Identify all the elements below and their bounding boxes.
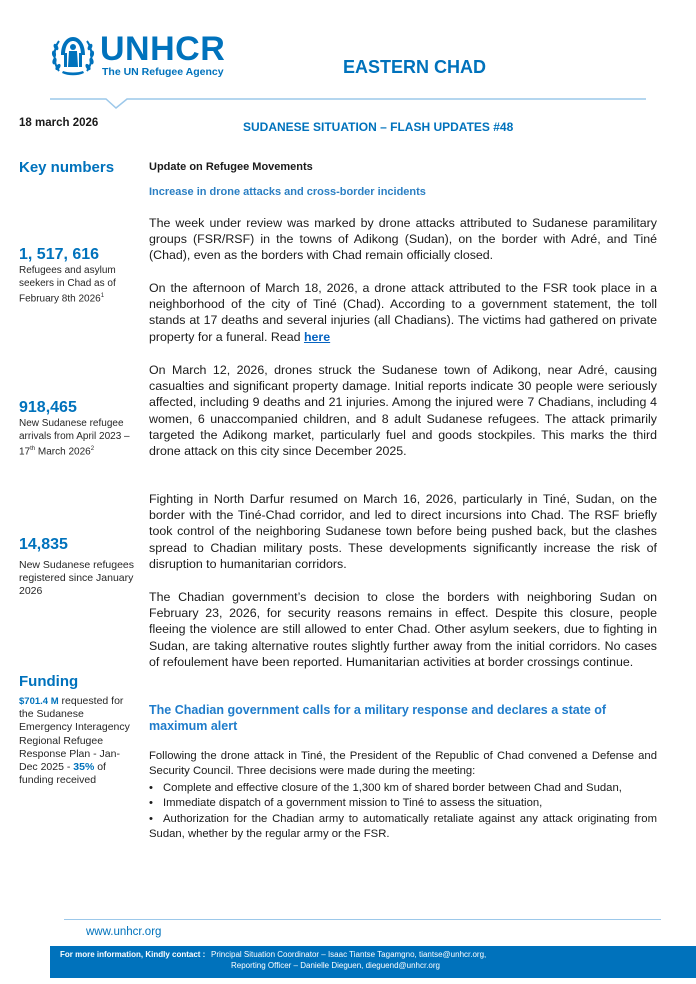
key-number-total-refugees [19,246,139,306]
section-heading: Update on Refugee Movements [149,161,313,173]
paragraph-adikong-attack: On March 12, 2026, drones struck the Sudanese town of Adikong, near Adré, causing casualties and significant property damage. Initial reports indicate 30 people were seriously affected, including 9 deaths and 21 injuries. Among the injured were 7 Chadians, including 4 women, 6 unaccompanied children, and 8 adult Sudanese refugees. The attack primarily targeted the Adikong market, particularly fuel and goods stockpiles. This marks the third drone attack on this city since December 2025. [149,363,657,459]
region-title: EASTERN CHAD [343,57,487,77]
key-number-desc: New Sudanese refugee arrivals from April 2023 –17th March 2026$^2$ [19,418,130,458]
paragraph-north-darfur: Fighting in North Darfur resumed on March 16, 2026, particularly in Tiné, Sudan, on the border with the Tiné-Chad corridor, and led to direct incursions into Chad. The RSF briefly took control of the neighboring Sudanese town before being pushed back, but the clashes spread to Chadian military posts. These developments significantly increase the risk of disruption to humanitarian corridors. [149,492,657,571]
contact-coordinator: Principal Situation Coordinator – Isaac Tiantse Tagamgno, tiantse@unhcr.org, [211,950,487,959]
key-number-registered [19,536,139,598]
flash-update-title: SUDANESE SITUATION – FLASH UPDATES #48 [243,120,514,134]
funding-percent: 35% [73,761,95,774]
key-number-value: 918,465 [19,399,77,416]
subheading-military-response: The Chadian government calls for a military response and declares a state of maximum alert [149,703,607,733]
contact-label: For more information, Kindly contact : [60,950,206,959]
paragraph-week-summary: The week under review was marked by drone attacks attributed to Sudanese paramilitary groups (FSR/RSF) in the towns of Adikong (Sudan), on the border with Adré, and Tiné (Chad), even as the borders with Chad remain officially closed. [149,216,657,263]
header-divider [50,96,646,110]
website-link[interactable]: www.unhcr.org [86,926,162,938]
contact-reporting-officer: Reporting Officer – Danielle Dieguen, dieguend@unhcr.org [231,961,440,970]
key-number-value: 14,835 [19,536,68,553]
funding-amount: $701.4 M [19,696,59,707]
paragraph-tine-attack: On the afternoon of March 18, 2026, a drone attack attributed to the FSR took place in a neighborhood of the city of Tiné (Chad). According to a government statement, the toll stands at 17 deaths and several injuries (all Chadians). The victims had gathered on private property for a funeral. Read here [149,281,657,344]
read-here-link[interactable]: here [303,329,331,344]
paragraph-security-council: Following the drone attack in Tiné, the President of the Republic of Chad convened a Defense and Security Council. Three decisions were made during the meeting: [149,750,657,778]
bullet-icon: • [149,812,153,825]
logo-wordmark: UNHCR [100,30,226,68]
unhcr-logo [50,30,226,78]
decisions-list [149,781,657,843]
key-numbers-heading: Key numbers [19,159,115,176]
paragraph-border-closure: The Chadian government’s decision to close the borders with neighboring Sudan on February 23, 2026, for security reasons remains in effect. Despite this closure, people fleeing the violence are still allowed to enter Chad. Other asylum seekers, due to fighting in Sudan, are taking alternative routes slightly further away from the initial corridors. No cases of refoulement have been reported. Humanitarian activities at border crossings continue. [149,590,657,669]
bullet-icon: • [149,782,153,794]
subheading-drone-attacks: Increase in drone attacks and cross-border incidents [149,186,426,198]
list-item: • Complete and effective closure of the 1,300 km of shared border between Chad and Sudan, [149,781,657,796]
list-item: • Immediate dispatch of a government mission to Tiné to assess the situation, [149,796,657,811]
key-number-desc: New Sudanese refugees registered since January 2026 [19,559,134,597]
funding-heading: Funding [19,673,79,690]
bullet-icon: • [149,797,153,810]
footer-divider [64,919,661,920]
unhcr-emblem-icon [50,33,96,77]
report-date: 18 march 2026 [19,117,99,129]
logo-tagline: The UN Refugee Agency [102,66,224,78]
contact-footer [50,946,696,978]
key-number-value: 1, 517, 616 [19,246,100,263]
key-number-new-arrivals [19,399,139,459]
funding-summary: $701.4 M requested for the Sudanese Emergency Interagency Regional Refugee Response Plan - Jan- Dec 2025 - 35% of funding received [19,695,130,787]
list-item: • Authorization for the Chadian army to automatically retaliate against any attack originating from Sudan, whether by the regular army or the FSR. [149,812,657,841]
key-number-desc: Refugees and asylum seekers in Chad as of February 8th 2026$^1$ [19,265,116,305]
